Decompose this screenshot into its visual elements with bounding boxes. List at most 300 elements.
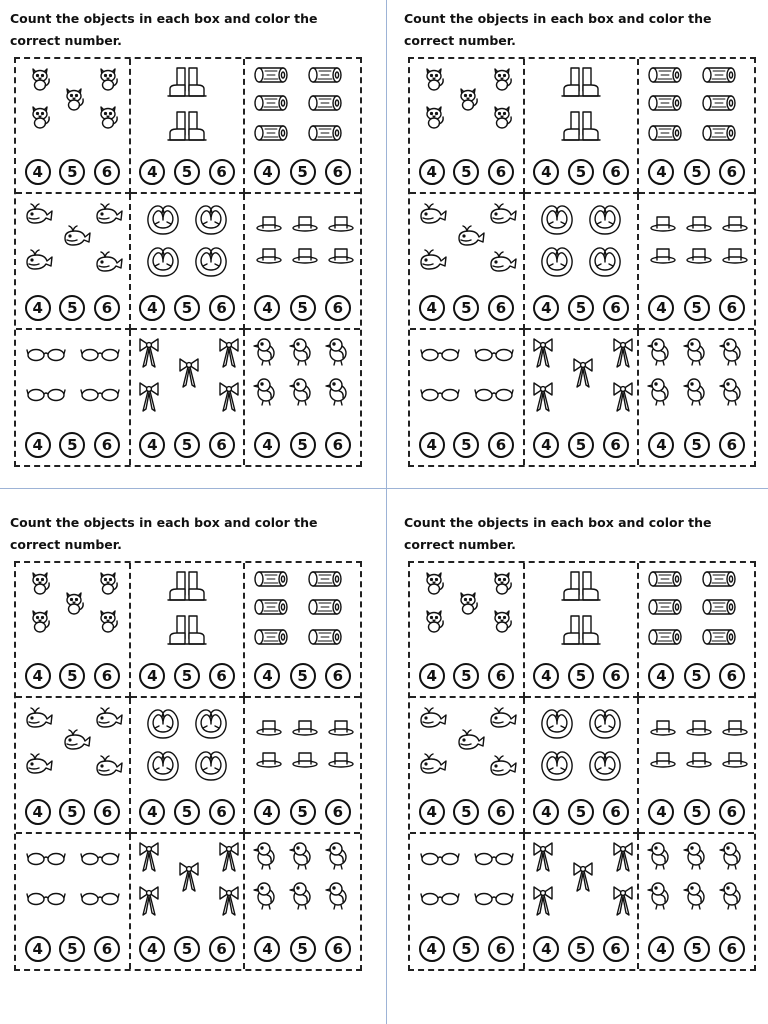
number-choice-6[interactable]: 6 [325,432,351,458]
number-choice-4[interactable]: 4 [533,936,559,962]
cat-icon [422,103,446,129]
object-pictures [16,330,129,422]
hat-icon [649,214,677,232]
pretzel-icon [585,200,625,238]
number-choices [16,799,129,825]
boot-icon [558,109,604,143]
log-icon [253,123,289,143]
counting-box [131,330,246,465]
cat-icon [62,589,86,615]
number-choices [245,799,360,825]
object-pictures [410,194,523,286]
pretzel-icon [585,704,625,742]
counting-box [131,194,246,329]
bow-icon [137,840,161,874]
pretzel-icon [537,242,577,280]
number-choice-4[interactable]: 4 [533,432,559,458]
number-choices [639,432,754,458]
counting-box [16,563,131,698]
log-icon [701,123,737,143]
number-choice-5[interactable]: 5 [453,936,479,962]
counting-box [410,834,525,969]
counting-box [525,59,640,194]
number-choice-5[interactable]: 5 [290,799,316,825]
number-choices [245,663,360,689]
boot-icon [558,613,604,647]
bow-icon [531,336,555,370]
bird-icon [647,336,673,366]
whale-icon [418,706,448,730]
glasses-icon [474,386,514,402]
number-choice-5[interactable]: 5 [290,936,316,962]
number-choice-6[interactable]: 6 [488,936,514,962]
object-pictures [16,698,129,790]
object-pictures [410,563,523,655]
number-choice-6[interactable]: 6 [325,295,351,321]
object-pictures [131,834,244,926]
number-choice-4[interactable]: 4 [25,936,51,962]
bird-icon [719,880,745,910]
number-choice-6[interactable]: 6 [488,295,514,321]
bird-icon [325,336,351,366]
number-choice-4[interactable]: 4 [533,799,559,825]
page-divider-horizontal [0,488,768,489]
counting-box [131,698,246,833]
number-choice-6[interactable]: 6 [488,663,514,689]
number-choices [16,936,129,962]
cat-icon [456,589,480,615]
number-choice-6[interactable]: 6 [719,663,745,689]
number-choice-4[interactable]: 4 [533,663,559,689]
glasses-icon [80,890,120,906]
number-choice-4[interactable]: 4 [254,799,280,825]
number-choice-5[interactable]: 5 [684,799,710,825]
number-choices [639,159,754,185]
number-choice-6[interactable]: 6 [719,295,745,321]
bow-icon [217,884,241,918]
number-choice-5[interactable]: 5 [453,295,479,321]
number-choice-4[interactable]: 4 [254,936,280,962]
bird-icon [719,376,745,406]
number-choice-6[interactable]: 6 [325,936,351,962]
number-choice-6[interactable]: 6 [94,936,120,962]
number-choice-6[interactable]: 6 [209,663,235,689]
bow-icon [611,840,635,874]
number-choice-4[interactable]: 4 [419,295,445,321]
counting-box [16,194,131,329]
glasses-icon [80,386,120,402]
number-choice-4[interactable]: 4 [648,295,674,321]
cat-icon [28,65,52,91]
number-choice-6[interactable]: 6 [719,432,745,458]
number-choice-5[interactable]: 5 [453,799,479,825]
number-choice-5[interactable]: 5 [453,432,479,458]
number-choice-6[interactable]: 6 [94,159,120,185]
number-choices [410,295,523,321]
log-icon [307,597,343,617]
number-choice-5[interactable]: 5 [568,432,594,458]
number-choice-6[interactable]: 6 [719,799,745,825]
number-choice-6[interactable]: 6 [603,799,629,825]
hat-icon [255,718,283,736]
whale-icon [488,202,518,226]
number-choice-4[interactable]: 4 [254,663,280,689]
number-choice-5[interactable]: 5 [290,432,316,458]
number-choice-6[interactable]: 6 [94,295,120,321]
whale-icon [94,706,124,730]
object-pictures [525,330,638,422]
number-choices [639,799,754,825]
number-choices [16,432,129,458]
object-pictures [410,59,523,151]
number-choices [245,159,360,185]
bird-icon [325,880,351,910]
glasses-icon [80,850,120,866]
counting-box [639,330,754,465]
bird-icon [647,880,673,910]
number-choice-4[interactable]: 4 [254,432,280,458]
object-pictures [245,563,360,655]
counting-box [410,59,525,194]
number-choice-4[interactable]: 4 [139,663,165,689]
number-choice-5[interactable]: 5 [684,936,710,962]
number-choices [131,799,244,825]
object-pictures [410,834,523,926]
worksheet [10,0,370,478]
number-choice-4[interactable]: 4 [139,432,165,458]
number-choices [639,663,754,689]
bird-icon [647,376,673,406]
whale-icon [488,706,518,730]
counting-box [245,834,360,969]
number-choices [410,432,523,458]
number-choices [525,936,638,962]
worksheet [404,504,764,982]
number-choice-5[interactable]: 5 [453,663,479,689]
number-choice-4[interactable]: 4 [25,663,51,689]
number-choice-6[interactable]: 6 [94,799,120,825]
bird-icon [253,336,279,366]
counting-box [245,59,360,194]
number-choice-5[interactable]: 5 [453,159,479,185]
object-pictures [525,59,638,151]
number-choice-6[interactable]: 6 [209,936,235,962]
number-choice-5[interactable]: 5 [174,799,200,825]
hat-icon [685,750,713,768]
log-icon [307,65,343,85]
hat-icon [291,214,319,232]
object-pictures [245,698,360,790]
bird-icon [253,880,279,910]
number-choice-4[interactable]: 4 [25,432,51,458]
number-choices [410,799,523,825]
number-choices [525,799,638,825]
number-choices [525,159,638,185]
number-choice-4[interactable]: 4 [139,936,165,962]
object-pictures [16,563,129,655]
boot-icon [558,569,604,603]
glasses-icon [474,346,514,362]
cat-icon [490,103,514,129]
cat-icon [96,569,120,595]
log-icon [701,93,737,113]
number-choice-4[interactable]: 4 [648,432,674,458]
number-choice-6[interactable]: 6 [719,159,745,185]
number-choice-6[interactable]: 6 [603,663,629,689]
worksheet [10,504,370,982]
bird-icon [683,880,709,910]
number-choice-6[interactable]: 6 [719,936,745,962]
object-pictures [16,834,129,926]
object-pictures [131,698,244,790]
object-pictures [639,698,754,790]
number-choice-6[interactable]: 6 [325,799,351,825]
number-choice-4[interactable]: 4 [254,295,280,321]
counting-box [245,330,360,465]
hat-icon [327,718,355,736]
object-pictures [639,194,754,286]
number-choices [131,159,244,185]
worksheet-instruction: Count the objects in each box and color the correct number. [404,515,712,552]
counting-box [131,563,246,698]
log-icon [647,123,683,143]
number-choice-5[interactable]: 5 [290,663,316,689]
number-choice-4[interactable]: 4 [419,936,445,962]
number-choice-6[interactable]: 6 [325,663,351,689]
whale-icon [24,752,54,776]
whale-icon [62,728,92,752]
number-choice-4[interactable]: 4 [254,159,280,185]
number-choice-6[interactable]: 6 [209,159,235,185]
number-choice-4[interactable]: 4 [648,159,674,185]
log-icon [647,93,683,113]
number-choice-6[interactable]: 6 [488,159,514,185]
hat-icon [721,750,749,768]
whale-icon [456,728,486,752]
bird-icon [253,376,279,406]
cat-icon [62,85,86,111]
number-choice-4[interactable]: 4 [533,159,559,185]
number-choice-4[interactable]: 4 [139,159,165,185]
number-choice-6[interactable]: 6 [603,295,629,321]
number-choice-6[interactable]: 6 [488,799,514,825]
glasses-icon [474,850,514,866]
boot-icon [164,109,210,143]
hat-icon [327,750,355,768]
hat-icon [721,246,749,264]
number-choice-4[interactable]: 4 [25,799,51,825]
counting-box [639,563,754,698]
counting-box [131,834,246,969]
counting-box [131,59,246,194]
number-choice-5[interactable]: 5 [684,663,710,689]
cat-icon [422,65,446,91]
hat-icon [649,750,677,768]
number-choice-6[interactable]: 6 [209,799,235,825]
number-choice-6[interactable]: 6 [94,432,120,458]
number-choice-5[interactable]: 5 [290,295,316,321]
counting-box [639,194,754,329]
object-pictures [410,330,523,422]
whale-icon [94,250,124,274]
number-choice-5[interactable]: 5 [568,799,594,825]
number-choice-5[interactable]: 5 [568,936,594,962]
page-divider-vertical [386,0,387,1024]
number-choice-5[interactable]: 5 [174,295,200,321]
number-choice-5[interactable]: 5 [290,159,316,185]
boot-icon [164,569,210,603]
whale-icon [456,224,486,248]
number-choice-6[interactable]: 6 [209,295,235,321]
number-choice-5[interactable]: 5 [568,663,594,689]
counting-box [525,698,640,833]
number-choice-5[interactable]: 5 [174,432,200,458]
number-choice-6[interactable]: 6 [209,432,235,458]
number-choices [245,295,360,321]
counting-box [410,330,525,465]
number-choice-6[interactable]: 6 [94,663,120,689]
bird-icon [683,840,709,870]
counting-box [639,59,754,194]
number-choice-4[interactable]: 4 [419,159,445,185]
log-icon [253,597,289,617]
bow-icon [531,840,555,874]
object-pictures [131,59,244,151]
bird-icon [289,336,315,366]
number-choice-6[interactable]: 6 [603,936,629,962]
glasses-icon [420,890,460,906]
glasses-icon [26,346,66,362]
number-choice-5[interactable]: 5 [174,663,200,689]
number-choices [16,663,129,689]
whale-icon [94,202,124,226]
number-choice-5[interactable]: 5 [174,936,200,962]
object-pictures [639,563,754,655]
bow-icon [217,380,241,414]
counting-grid [14,561,362,971]
object-pictures [639,834,754,926]
object-pictures [245,330,360,422]
number-choice-6[interactable]: 6 [325,159,351,185]
number-choice-5[interactable]: 5 [568,295,594,321]
glasses-icon [420,386,460,402]
counting-box [410,698,525,833]
hat-icon [255,246,283,264]
number-choice-5[interactable]: 5 [684,295,710,321]
bow-icon [531,884,555,918]
number-choice-4[interactable]: 4 [25,295,51,321]
number-choice-4[interactable]: 4 [139,295,165,321]
number-choices [410,663,523,689]
number-choice-4[interactable]: 4 [25,159,51,185]
object-pictures [410,698,523,790]
hat-icon [255,750,283,768]
counting-box [639,698,754,833]
hat-icon [327,214,355,232]
number-choices [245,936,360,962]
pretzel-icon [143,746,183,784]
number-choices [16,159,129,185]
hat-icon [291,750,319,768]
log-icon [701,627,737,647]
number-choice-4[interactable]: 4 [648,663,674,689]
glasses-icon [26,890,66,906]
glasses-icon [80,346,120,362]
number-choice-6[interactable]: 6 [603,432,629,458]
log-icon [307,123,343,143]
pretzel-icon [143,242,183,280]
bird-icon [289,840,315,870]
number-choice-4[interactable]: 4 [419,799,445,825]
bow-icon [177,860,201,894]
object-pictures [245,194,360,286]
counting-box [525,834,640,969]
whale-icon [488,250,518,274]
number-choice-4[interactable]: 4 [139,799,165,825]
hat-icon [721,718,749,736]
number-choices [525,663,638,689]
counting-box [16,834,131,969]
object-pictures [131,194,244,286]
number-choice-5[interactable]: 5 [174,159,200,185]
number-choice-5[interactable]: 5 [59,936,85,962]
counting-box [245,563,360,698]
bird-icon [325,376,351,406]
log-icon [253,627,289,647]
object-pictures [245,834,360,926]
number-choice-5[interactable]: 5 [59,295,85,321]
object-pictures [16,194,129,286]
number-choice-6[interactable]: 6 [488,432,514,458]
object-pictures [245,59,360,151]
number-choice-6[interactable]: 6 [603,159,629,185]
bird-icon [683,336,709,366]
number-choice-4[interactable]: 4 [648,936,674,962]
log-icon [647,627,683,647]
whale-icon [418,752,448,776]
number-choice-4[interactable]: 4 [419,432,445,458]
number-choice-5[interactable]: 5 [59,432,85,458]
glasses-icon [26,386,66,402]
number-choice-5[interactable]: 5 [59,159,85,185]
object-pictures [525,698,638,790]
number-choice-5[interactable]: 5 [684,432,710,458]
counting-box [410,563,525,698]
number-choice-4[interactable]: 4 [419,663,445,689]
number-choices [410,159,523,185]
number-choice-5[interactable]: 5 [568,159,594,185]
cat-icon [96,65,120,91]
number-choices [131,295,244,321]
hat-icon [291,246,319,264]
hat-icon [649,718,677,736]
hat-icon [685,718,713,736]
bow-icon [611,884,635,918]
number-choice-5[interactable]: 5 [59,663,85,689]
number-choice-5[interactable]: 5 [59,799,85,825]
bird-icon [719,336,745,366]
bow-icon [137,380,161,414]
pretzel-icon [143,704,183,742]
pretzel-icon [191,704,231,742]
log-icon [701,569,737,589]
number-choice-5[interactable]: 5 [684,159,710,185]
counting-grid [408,561,756,971]
number-choice-4[interactable]: 4 [533,295,559,321]
number-choice-4[interactable]: 4 [648,799,674,825]
glasses-icon [474,890,514,906]
hat-icon [721,214,749,232]
